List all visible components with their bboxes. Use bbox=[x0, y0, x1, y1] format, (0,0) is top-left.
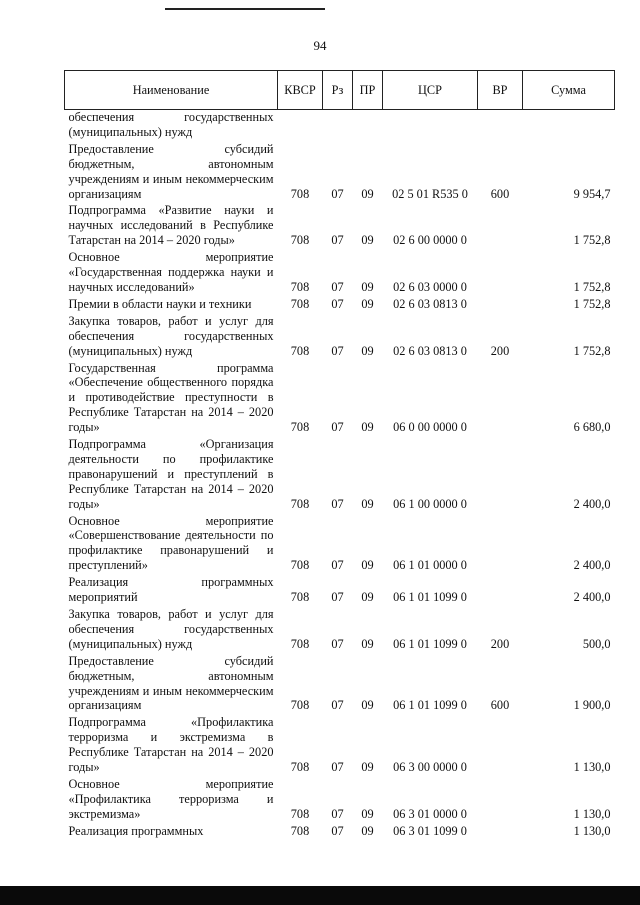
cell-kvsr: 708 bbox=[290, 496, 310, 511]
cell-pr: 09 bbox=[361, 186, 374, 201]
budget-table bbox=[64, 70, 615, 841]
cell-rz: 07 bbox=[331, 420, 344, 435]
cell-rz: 07 bbox=[331, 760, 344, 775]
cell-vr: 600 bbox=[490, 186, 510, 201]
cell-csr: 06 0 00 0000 0 bbox=[393, 420, 467, 435]
cell-csr: 02 5 01 R535 0 bbox=[392, 186, 468, 201]
cell-sum: 1 130,0 bbox=[573, 823, 611, 838]
cell-vr bbox=[478, 715, 523, 777]
cell-rz: 07 bbox=[331, 806, 344, 821]
cell-rz: 07 bbox=[331, 636, 344, 651]
cell-sum: 2 400,0 bbox=[573, 558, 611, 573]
cell-pr: 09 bbox=[361, 806, 374, 821]
cell-sum: 6 680,0 bbox=[573, 420, 611, 435]
cell-kvsr: 708 bbox=[290, 806, 310, 821]
cell-vr bbox=[478, 824, 523, 841]
cell-vr bbox=[478, 777, 523, 824]
cell-rz bbox=[323, 110, 353, 142]
cell-sum: 1 752,8 bbox=[573, 279, 611, 294]
cell-rz: 07 bbox=[331, 698, 344, 713]
cell-kvsr: 708 bbox=[290, 636, 310, 651]
header-pr: ПР bbox=[353, 71, 383, 110]
table-header bbox=[65, 71, 615, 110]
cell-vr: 600 bbox=[490, 698, 510, 713]
table-row bbox=[65, 142, 615, 204]
cell-csr: 06 1 01 0000 0 bbox=[393, 558, 467, 573]
cell-kvsr: 708 bbox=[290, 590, 310, 605]
cell-name: Подпрограмма «Организация деятельности по профилактике правонарушений и преступлений в Республике Татарстан на 2014 – 2020 годы» bbox=[68, 437, 274, 511]
cell-name: Предоставление субсидий бюджетным, автономным учреждениям и иным некоммерческим организациям bbox=[68, 141, 274, 201]
table-row bbox=[65, 250, 615, 297]
table-row bbox=[65, 654, 615, 716]
cell-pr: 09 bbox=[361, 296, 374, 311]
table-row bbox=[65, 361, 615, 438]
table-row bbox=[65, 715, 615, 777]
cell-sum: 1 752,8 bbox=[573, 296, 611, 311]
cell-vr bbox=[478, 514, 523, 576]
cell-rz: 07 bbox=[331, 296, 344, 311]
cell-csr bbox=[383, 110, 478, 142]
cell-pr: 09 bbox=[361, 698, 374, 713]
cell-vr bbox=[478, 361, 523, 438]
cell-name: обеспечения государственных (муниципальных) нужд bbox=[68, 110, 274, 139]
cell-kvsr: 708 bbox=[290, 343, 310, 358]
cell-csr: 02 6 03 0000 0 bbox=[393, 279, 467, 294]
cell-rz: 07 bbox=[331, 343, 344, 358]
cell-pr: 09 bbox=[361, 636, 374, 651]
cell-vr bbox=[478, 110, 523, 142]
header-sum: Сумма bbox=[523, 71, 615, 110]
table-row bbox=[65, 297, 615, 314]
cell-csr: 02 6 00 0000 0 bbox=[393, 233, 467, 248]
cell-vr bbox=[478, 203, 523, 250]
cell-pr: 09 bbox=[361, 343, 374, 358]
cell-name: Закупка товаров, работ и услуг для обеспечения государственных (муниципальных) нужд bbox=[68, 313, 274, 358]
header-name: Наименование bbox=[65, 71, 278, 110]
cell-kvsr: 708 bbox=[290, 279, 310, 294]
cell-pr: 09 bbox=[361, 823, 374, 838]
table-row bbox=[65, 575, 615, 607]
cell-pr: 09 bbox=[361, 760, 374, 775]
cell-csr: 06 1 01 1099 0 bbox=[393, 698, 467, 713]
cell-name: Реализация программных мероприятий bbox=[68, 575, 274, 605]
cell-pr bbox=[353, 110, 383, 142]
cell-kvsr: 708 bbox=[290, 760, 310, 775]
page-number: 94 bbox=[313, 38, 327, 53]
cell-rz: 07 bbox=[331, 186, 344, 201]
cell-pr: 09 bbox=[361, 590, 374, 605]
cell-name: Основное мероприятие «Профилактика терроризма и экстремизма» bbox=[68, 776, 274, 821]
cell-csr: 06 1 00 0000 0 bbox=[393, 496, 467, 511]
cell-csr: 06 1 01 1099 0 bbox=[393, 636, 467, 651]
cell-sum: 1 752,8 bbox=[573, 343, 611, 358]
cell-sum: 1 752,8 bbox=[573, 233, 611, 248]
cell-pr: 09 bbox=[361, 558, 374, 573]
cell-csr: 06 1 01 1099 0 bbox=[393, 590, 467, 605]
cell-csr: 06 3 00 0000 0 bbox=[393, 760, 467, 775]
cell-sum: 1 130,0 bbox=[573, 806, 611, 821]
cell-kvsr bbox=[278, 110, 323, 142]
cell-vr bbox=[478, 250, 523, 297]
cell-kvsr: 708 bbox=[290, 296, 310, 311]
cell-kvsr: 708 bbox=[290, 823, 310, 838]
cell-name: Основное мероприятие «Государственная поддержка науки и научных исследований» bbox=[68, 250, 274, 294]
table-row bbox=[65, 777, 615, 824]
cell-kvsr: 708 bbox=[290, 698, 310, 713]
cell-csr: 06 3 01 1099 0 bbox=[393, 823, 467, 838]
cell-kvsr: 708 bbox=[290, 233, 310, 248]
cell-name: Подпрограмма «Профилактика терроризма и экстремизма в Республике Татарстан на 2014 – 2020 годы» bbox=[68, 715, 274, 775]
cell-rz: 07 bbox=[331, 823, 344, 838]
cell-pr: 09 bbox=[361, 420, 374, 435]
cell-kvsr: 708 bbox=[290, 558, 310, 573]
table-row bbox=[65, 514, 615, 576]
cell-vr bbox=[478, 297, 523, 314]
cell-sum: 2 400,0 bbox=[573, 496, 611, 511]
bottom-scan-edge bbox=[0, 886, 640, 905]
cell-csr: 02 6 03 0813 0 bbox=[393, 343, 467, 358]
table-row bbox=[65, 824, 615, 841]
cell-sum: 1 900,0 bbox=[573, 698, 611, 713]
table-row bbox=[65, 607, 615, 654]
cell-name: Премии в области науки и техники bbox=[68, 296, 252, 311]
cell-sum: 9 954,7 bbox=[573, 186, 611, 201]
table-row bbox=[65, 437, 615, 514]
table-body bbox=[65, 110, 615, 841]
cell-name: Основное мероприятие «Совершенствование деятельности по профилактике правонарушений и преступлений» bbox=[68, 513, 274, 573]
header-csr: ЦСР bbox=[383, 71, 478, 110]
cell-kvsr: 708 bbox=[290, 186, 310, 201]
top-edge-rule bbox=[165, 8, 325, 10]
cell-name: Подпрограмма «Развитие науки и научных исследований в Республике Татарстан на 2014 – 2020 годы» bbox=[68, 203, 274, 248]
cell-name: Государственная программа «Обеспечение общественного порядка и противодействие преступности в Республике Татарстан на 2014 – 2020 годы» bbox=[68, 360, 274, 435]
cell-rz: 07 bbox=[331, 496, 344, 511]
cell-pr: 09 bbox=[361, 496, 374, 511]
cell-name: Предоставление субсидий бюджетным, автономным учреждениям и иным некоммерческим организациям bbox=[68, 653, 274, 713]
table-row bbox=[65, 314, 615, 361]
cell-name: Закупка товаров, работ и услуг для обеспечения государственных (муниципальных) нужд bbox=[68, 607, 274, 651]
cell-name: Реализация программных bbox=[68, 823, 204, 838]
cell-vr bbox=[478, 575, 523, 607]
cell-vr: 200 bbox=[490, 636, 510, 651]
header-rz: Рз bbox=[323, 71, 353, 110]
cell-sum: 1 130,0 bbox=[573, 760, 611, 775]
cell-pr: 09 bbox=[361, 279, 374, 294]
header-vr: ВР bbox=[478, 71, 523, 110]
cell-rz: 07 bbox=[331, 233, 344, 248]
cell-vr bbox=[478, 437, 523, 514]
cell-pr: 09 bbox=[361, 233, 374, 248]
table-row bbox=[65, 203, 615, 250]
header-kvsr: КВСР bbox=[278, 71, 323, 110]
cell-rz: 07 bbox=[331, 590, 344, 605]
cell-sum: 2 400,0 bbox=[573, 590, 611, 605]
cell-csr: 02 6 03 0813 0 bbox=[393, 296, 467, 311]
cell-sum: 500,0 bbox=[582, 636, 611, 651]
table-row bbox=[65, 110, 615, 142]
cell-csr: 06 3 01 0000 0 bbox=[393, 806, 467, 821]
cell-rz: 07 bbox=[331, 558, 344, 573]
cell-sum bbox=[523, 110, 615, 142]
cell-rz: 07 bbox=[331, 279, 344, 294]
cell-vr: 200 bbox=[490, 343, 510, 358]
cell-kvsr: 708 bbox=[290, 420, 310, 435]
